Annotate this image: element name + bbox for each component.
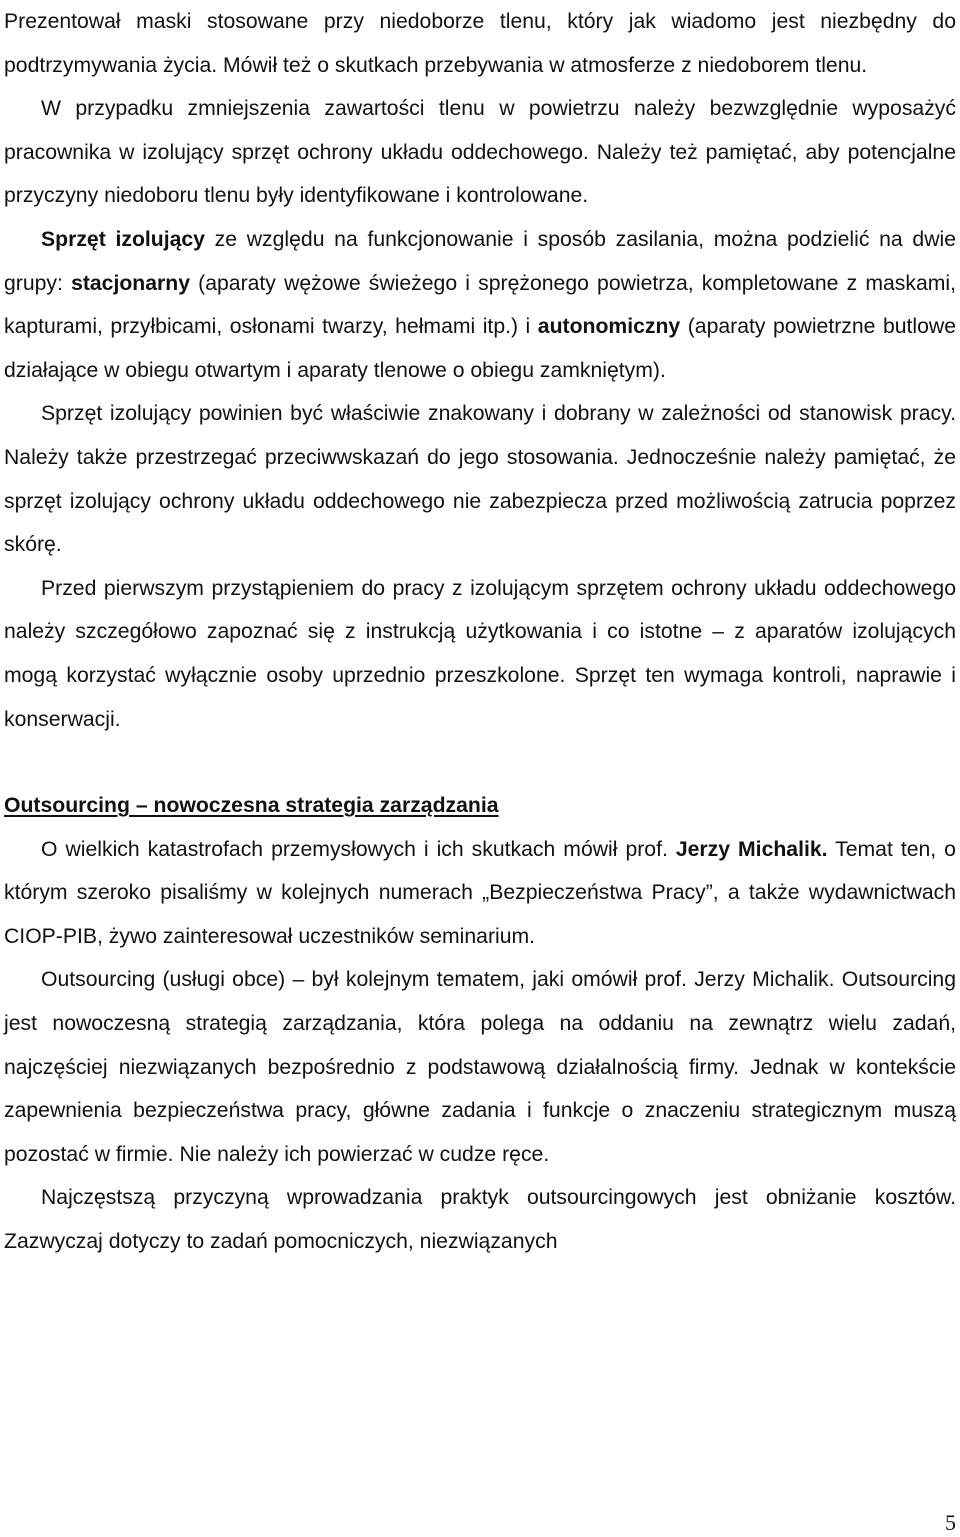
document-page: [4, 0, 956, 1264]
paragraph-text: W przypadku zmniejszenia zawartości tlenu w powietrzu należy bezwzględnie wyposażyć pracownika w izolujący sprzęt ochrony układu oddechowego. Należy też pamiętać, aby potencjalne przyczyny niedoboru tlenu były identyfikowane i kontrolowane.: [4, 97, 956, 208]
paragraph-outsourcing-reasons: [4, 1176, 956, 1263]
paragraph-text: (aparaty wężowe świeżego i sprężonego powietrza, kompletowane z maskami, kapturami, przyłbicami, osłonami twarzy, hełmami itp.) i: [4, 271, 956, 339]
section-heading: Outsourcing – nowoczesna strategia zarządzania: [4, 794, 499, 818]
section-spacer: [4, 741, 956, 784]
paragraph-oxygen-masks: [4, 0, 956, 87]
paragraph-text: Sprzęt izolujący powinien być właściwie znakowany i dobrany w zależności od stanowisk pracy. Należy także przestrzegać przeciwwskazań do jego stosowania. Jednocześnie należy pamiętać, że sprzęt izolujący ochrony układu oddechowego nie zabezpiecza przed możliwością zatrucia poprzez skórę.: [4, 402, 956, 557]
page-number: 5: [945, 1510, 956, 1535]
paragraph-text: (aparaty powietrzne butlowe działające w obiegu otwartym i aparaty tlenowe o obiegu zamkniętym).: [4, 315, 956, 382]
paragraph-text: O wielkich katastrofach przemysłowych i ich skutkach mówił prof.: [41, 837, 676, 861]
paragraph-disasters: [4, 828, 956, 959]
bold-term: stacjonarny: [71, 271, 190, 295]
paragraph-outsourcing: [4, 958, 956, 1176]
paragraph-text: Przed pierwszym przystąpieniem do pracy z izolującym sprzętem ochrony układu oddechowego należy szczegółowo zapoznać się z instrukcją użytkowania i co istotne – z aparatów izolujących mogą korzystać wyłącznie osoby uprzednio przeszkolone. Sprzęt ten wymaga kontroli, naprawie i konserwacji.: [4, 576, 956, 731]
bold-term: Sprzęt izolujący: [41, 227, 205, 251]
paragraph-training: [4, 567, 956, 741]
paragraph-text: Outsourcing (usługi obce) – był kolejnym tematem, jaki omówił prof. Jerzy Michalik. Outsourcing jest nowoczesną strategią zarządzania, która polega na oddaniu na zewnątrz wielu zadań, najczęściej niezwiązanych bezpośrednio z podstawową działalnością firmy. Jednak w kontekście zapewnienia bezpieczeństwa pracy, główne zadania i funkcje o znaczeniu strategicznym muszą pozostać w firmie. Nie należy ich powierzać w cudze ręce.: [4, 968, 956, 1166]
paragraph-equipment-marking: [4, 392, 956, 566]
bold-term: autonomiczny: [537, 315, 681, 339]
paragraph-text: Prezentował maski stosowane przy niedoborze tlenu, który jak wiadomo jest niezbędny do podtrzymywania życia. Mówił też o skutkach przebywania w atmosferze z niedoborem tlenu.: [4, 10, 956, 77]
paragraph-text: Temat ten, o którym szeroko pisaliśmy w kolejnych numerach „Bezpieczeństwa Pracy”, a także wydawnictwach CIOP-PIB, żywo zainteresował uczestników seminarium.: [4, 837, 956, 948]
paragraph-oxygen-deficiency: [4, 87, 956, 218]
paragraph-text: ze względu na funkcjonowanie i sposób zasilania, można podzielić na dwie grupy:: [4, 227, 956, 295]
bold-term: Jerzy Michalik.: [675, 837, 828, 861]
paragraph-isolating-equipment: [4, 218, 956, 392]
paragraph-text: Najczęstszą przyczyną wprowadzania praktyk outsourcingowych jest obniżanie kosztów. Zazwyczaj dotyczy to zadań pomocniczych, niezwiązanych: [4, 1186, 956, 1254]
